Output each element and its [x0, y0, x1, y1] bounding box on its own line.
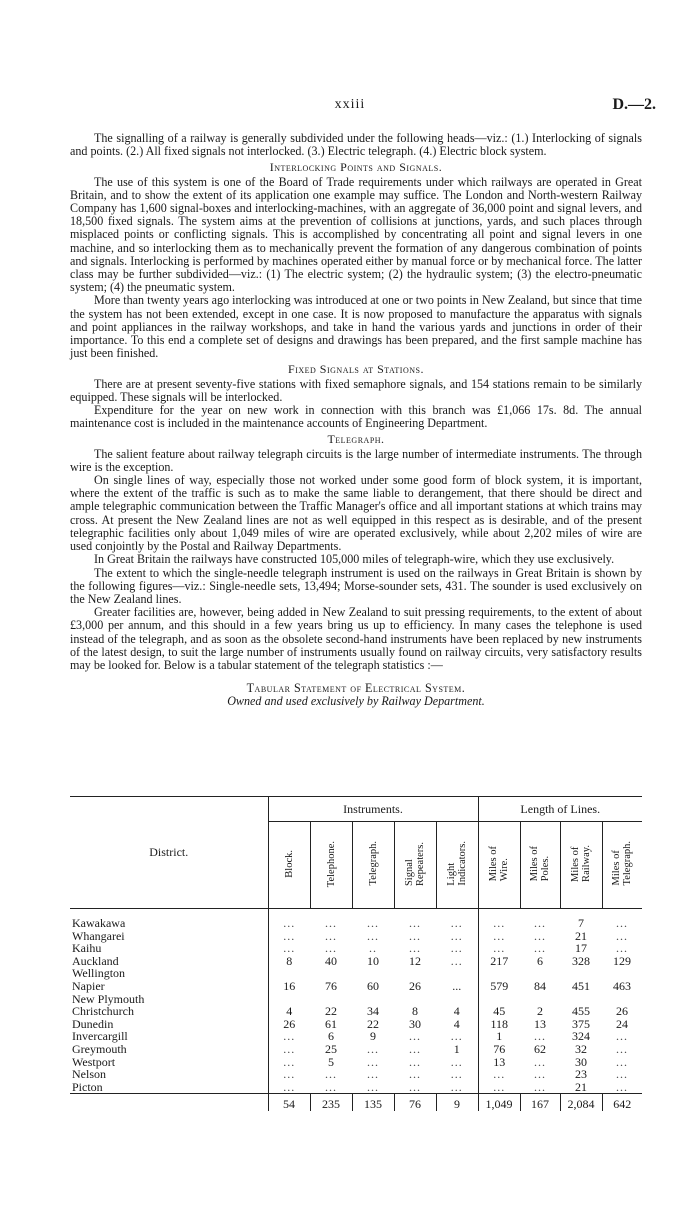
total-cell: 235	[310, 1094, 352, 1111]
table-row	[70, 942, 642, 955]
total-cell: 2,084	[560, 1094, 602, 1111]
table-cell: 34	[367, 1004, 379, 1019]
district-name: Napier	[72, 978, 105, 993]
table-cell: ...	[450, 941, 463, 956]
table-cell: 129	[613, 953, 631, 968]
column-header	[602, 822, 642, 909]
column-header-label: Telegraph.	[367, 841, 379, 886]
district-name: Picton	[72, 1079, 103, 1094]
district-name: Kawakawa	[72, 916, 126, 930]
table-cell: 30	[409, 1016, 421, 1031]
table-cell: 25	[325, 1041, 337, 1056]
table-cell: 328	[572, 953, 590, 968]
table-cell: ...	[478, 909, 520, 930]
table-cell: ...	[367, 928, 379, 943]
table-row	[70, 1018, 642, 1031]
table-cell: ...	[409, 1041, 421, 1056]
table-cell: 217	[478, 955, 520, 968]
table-cell: 17	[575, 941, 587, 956]
table-cell: ...	[450, 1067, 463, 1082]
paragraph: There are at present seventy-five stations with fixed semaphore signals, and 154 stations remain to be similarly equipped. These signals will be interlocked.	[70, 376, 642, 404]
paragraph: In Great Britain the railways have constructed 105,000 miles of telegraph-wire, which they use exclusively.	[94, 552, 615, 567]
table-cell: 7	[578, 916, 584, 930]
district-name: Invercargill	[72, 1029, 128, 1044]
table-cell: ...	[478, 1068, 520, 1081]
table-cell: ...	[409, 916, 421, 930]
table-cell: 8	[268, 955, 310, 968]
table-subcaption: Owned and used exclusively by Railway Department.	[227, 694, 485, 709]
table-cell: ...	[450, 953, 463, 968]
table-cell: ...	[367, 1067, 379, 1082]
table-cell: ...	[534, 1079, 546, 1094]
paragraph: More than twenty years ago interlocking was introduced at one or two points in New Zealand, but since that time the system has not been extended, except in one case. It is now proposed to manufacture the apparatus with signals and point appliances in the railway workshops, and take in hand the various yards and junctions in order of their importance. To this end a complete set of designs and drawings has been prepared, and the first sample machine has just been finished.	[70, 293, 642, 361]
paragraph: The salient feature about railway telegraph circuits is the large number of intermediate instruments. The through wire is the exception.	[70, 446, 642, 474]
table-row	[70, 967, 642, 980]
column-header-label: Signal Repeaters.	[404, 841, 426, 886]
table-cell: ...	[325, 1079, 337, 1094]
table-row	[70, 930, 642, 943]
table-cell: ...	[409, 1054, 421, 1069]
column-header	[394, 822, 436, 909]
table-cell: 118	[478, 1018, 520, 1031]
table-cell: 22	[367, 1016, 379, 1031]
table-cell: ...	[534, 928, 546, 943]
electrical-system-table	[70, 796, 642, 1111]
section-heading: Interlocking Points and Signals.	[269, 160, 443, 175]
table-cell: 463	[613, 978, 631, 993]
table-cell: ...	[409, 941, 421, 956]
length-of-lines-group-header: Length of Lines.	[478, 797, 642, 822]
total-cell: 167	[520, 1094, 560, 1111]
table-cell: ...	[534, 1067, 546, 1082]
table-cell: ...	[534, 1054, 546, 1069]
section-heading: Fixed Signals at Stations.	[288, 362, 424, 377]
table-row	[70, 993, 642, 1006]
paragraph: Expenditure for the year on new work in connection with this branch was £1,066 17s. 8d. The annual maintenance cost is included in the maintenance accounts of Engineering Department.	[70, 403, 642, 431]
column-header-label: Light Indicators.	[446, 841, 468, 887]
table-row	[70, 909, 642, 930]
column-header	[478, 822, 520, 909]
district-name: Westport	[72, 1054, 116, 1069]
table-cell: ...	[268, 930, 310, 943]
page-number: xxiii	[334, 97, 366, 112]
table-cell: 6	[328, 1029, 334, 1044]
column-header	[436, 822, 478, 909]
table-cell: 21	[575, 928, 587, 943]
column-header	[520, 822, 560, 909]
table-cell: 4	[453, 1004, 460, 1019]
table-cell: 21	[575, 1079, 587, 1094]
table-cell: 4	[268, 1005, 310, 1018]
table-cell: 9	[370, 1029, 376, 1044]
table-cell: 62	[534, 1041, 546, 1056]
table-cell: 4	[453, 1016, 460, 1031]
district-name: New Plymouth	[72, 991, 145, 1006]
table-row	[70, 1056, 642, 1069]
table-cell: 375	[572, 1016, 590, 1031]
district-name: Christchurch	[72, 1004, 134, 1019]
paragraph: On single lines of way, especially those not worked under some good form of block system, it is important, where the extent of the traffic is such as to make the same liable to derangement, that there should be direct and ample telegraphic communication between the Traffic Manager's office and all important stations at which trains may cross. At present the New Zealand lines are not as well equipped in this respect as is desirable, and of the present telegraphic facilities only about 1,049 miles of wire are operated exclusively, while about 2,202 miles of wire are used conjointly by the Postal and Railway Departments.	[70, 473, 642, 554]
total-cell: 9	[436, 1094, 478, 1111]
table-cell: 1	[478, 1030, 520, 1043]
district-name: Kaihu	[72, 941, 102, 956]
table-cell: ...	[478, 930, 520, 943]
table-cell: 26	[409, 978, 421, 993]
intro-paragraph: The signalling of a railway is generally subdivided under the following heads—viz.: (1.) Interlocking of signals and points. (2.) All fixed signals not interlocked. (3.) Electric telegraph. (4.) Electric block system.	[70, 131, 642, 159]
table-cell: 26	[616, 1004, 628, 1019]
table-cell: ...	[367, 916, 379, 930]
body-text	[70, 132, 642, 713]
section-heading: Telegraph.	[327, 432, 385, 447]
table-cell: ...	[616, 928, 628, 943]
column-header	[352, 822, 394, 909]
column-header	[268, 822, 310, 909]
table-cell: 5	[328, 1054, 334, 1069]
district-name: Nelson	[72, 1067, 106, 1082]
table-row	[70, 1068, 642, 1081]
table-cell: 40	[325, 953, 337, 968]
table-cell: 45	[478, 1005, 520, 1018]
table-cell: ...	[409, 1079, 421, 1094]
table-cell: ...	[268, 1056, 310, 1069]
table-cell: 8	[412, 1004, 418, 1019]
district-name: Dunedin	[72, 1016, 114, 1031]
table-cell: ...	[616, 1079, 628, 1094]
table-cell: ...	[268, 1043, 310, 1056]
table-cell: 12	[409, 953, 421, 968]
district-header: District.	[70, 797, 268, 909]
table-cell: ...	[616, 916, 628, 930]
table-cell: ...	[616, 1041, 628, 1056]
table-cell: ...	[325, 916, 337, 930]
table-cell: 455	[572, 1004, 590, 1019]
column-header-label: Miles of Poles.	[529, 846, 551, 882]
table-cell: ...	[534, 1029, 546, 1044]
table-row	[70, 1030, 642, 1043]
paragraph: The use of this system is one of the Board of Trade requirements under which railways are operated in Great Britain, and to show the extent of its application one example may suffice. The London and North-western Railway Company has 1,600 signal-boxes and interlocking-machines, with an aggregate of 36,000 point and signal levers, and 18,500 fixed signals. The system aims at the prevention of collisions at junctions, yards, and such places through misplaced points or conflicting signals. This is accomplished by concentrating all point and signal levers in one machine, and so interlocking them as to mechanically prevent the formation of any dangerous combination of points and signals. Interlocking is performed by machines operated either by manual force or by mechanical force. The latter class may be further subdivided—viz.: (1) The electric system; (2) the hydraulic system; (3) the electro-pneumatic system; (4) the pneumatic system.	[70, 174, 642, 295]
table-cell: 6	[537, 953, 543, 968]
table-cell: 24	[616, 1016, 628, 1031]
table-cell: 13	[534, 1016, 546, 1031]
instruments-group-header: Instruments.	[268, 797, 478, 822]
column-header-label: Miles of Railway.	[570, 845, 592, 883]
column-header	[310, 822, 352, 909]
district-name: Auckland	[72, 953, 119, 968]
table-cell: 451	[572, 978, 590, 993]
paragraph: Greater facilities are, however, being added in New Zealand to suit pressing requirements, to the extent of about £3,000 per annum, and this should in a few years bring us up to efficiency. In many cases the telephone is used instead of the telegraph, and as soon as the obsolete second-hand instruments have been replaced by new instruments of the latest design, to suit the large number of instruments usually found on railway circuits, very satisfactory results may be looked for. Below is a tabular statement of the telegraph statistics :—	[70, 605, 642, 672]
table-cell: ...	[409, 1029, 421, 1044]
table-cell: ...	[616, 1067, 628, 1082]
table-cell: ...	[367, 1054, 379, 1069]
table-cell: ...	[268, 1030, 310, 1043]
table-cell: 16	[268, 980, 310, 993]
column-header-label: Block.	[283, 849, 295, 878]
column-header-label: Miles of Telegraph.	[611, 841, 634, 886]
table-cell: ...	[450, 1054, 463, 1069]
table-cell: ...	[616, 1054, 628, 1069]
district-name: Wellington	[72, 966, 126, 981]
table-row	[70, 1005, 642, 1018]
column-header-label: Miles of Wire.	[488, 846, 510, 882]
table-cell: 76	[478, 1043, 520, 1056]
table-totals-row	[70, 1094, 642, 1111]
total-cell: 642	[602, 1094, 642, 1111]
table-cell: ...	[534, 916, 546, 930]
table-cell: ...	[616, 1029, 628, 1044]
table-row	[70, 1043, 642, 1056]
table-cell: ...	[367, 1079, 379, 1094]
table-cell: 30	[575, 1054, 587, 1069]
table-cell: ...	[452, 978, 462, 993]
table-cell: ...	[450, 1079, 463, 1094]
table-cell: 23	[575, 1067, 587, 1082]
table-body	[70, 909, 642, 1111]
table-row	[70, 955, 642, 968]
table-cell: ...	[268, 942, 310, 955]
table-cell: 32	[575, 1041, 587, 1056]
table-cell: 76	[325, 978, 337, 993]
table-cell: ...	[268, 909, 310, 930]
total-cell: 1,049	[478, 1094, 520, 1111]
district-name: Greymouth	[72, 1041, 127, 1056]
table-cell: 10	[367, 953, 379, 968]
table-cell: ...	[478, 942, 520, 955]
table-row	[70, 1081, 642, 1094]
table-row	[70, 980, 642, 993]
table-cell: ...	[268, 1081, 310, 1094]
paragraph: The extent to which the single-needle telegraph instrument is used on the railways in Great Britain is shown by the following figures—viz.: Single-needle sets, 13,494; Morse-sounder sets, 431. The sounder is used exclusively on the New Zealand lines.	[70, 565, 642, 606]
page-header	[0, 98, 700, 118]
table-cell: ...	[325, 1067, 337, 1082]
table-cell: 26	[268, 1018, 310, 1031]
column-header	[560, 822, 602, 909]
table-cell: ...	[409, 1067, 421, 1082]
totals-label-cell	[70, 1094, 268, 1111]
table-cell: ...	[450, 928, 463, 943]
table-cell: 13	[478, 1056, 520, 1069]
table-cell: 22	[325, 1004, 337, 1019]
table-cell: ...	[450, 1029, 463, 1044]
table-cell: 2	[537, 1004, 543, 1019]
table-group-header-row	[70, 797, 642, 822]
table-cell: ..	[369, 941, 377, 956]
table-cell: ...	[616, 941, 628, 956]
table-cell: ...	[367, 1041, 379, 1056]
document-reference: D.—2.	[612, 96, 656, 113]
table-cell: 60	[367, 978, 379, 993]
table-cell: ...	[450, 916, 463, 930]
table-cell: ...	[268, 1068, 310, 1081]
table-cell: 579	[478, 980, 520, 993]
table-cell: ...	[325, 941, 337, 956]
table-cell: ...	[325, 928, 337, 943]
table-cell: ...	[534, 941, 546, 956]
district-name: Whangarei	[72, 928, 125, 943]
total-cell: 76	[394, 1094, 436, 1111]
table-cell: ...	[409, 928, 421, 943]
table-cell: ...	[478, 1081, 520, 1094]
table-caption: Tabular Statement of Electrical System.	[246, 681, 466, 696]
table-cell: 324	[572, 1029, 590, 1044]
total-cell: 135	[352, 1094, 394, 1111]
column-header-label: Telephone.	[325, 840, 337, 887]
total-cell: 54	[268, 1094, 310, 1111]
table-cell: 61	[325, 1016, 337, 1031]
table-cell: 1	[453, 1041, 460, 1056]
table-cell: 84	[534, 978, 546, 993]
